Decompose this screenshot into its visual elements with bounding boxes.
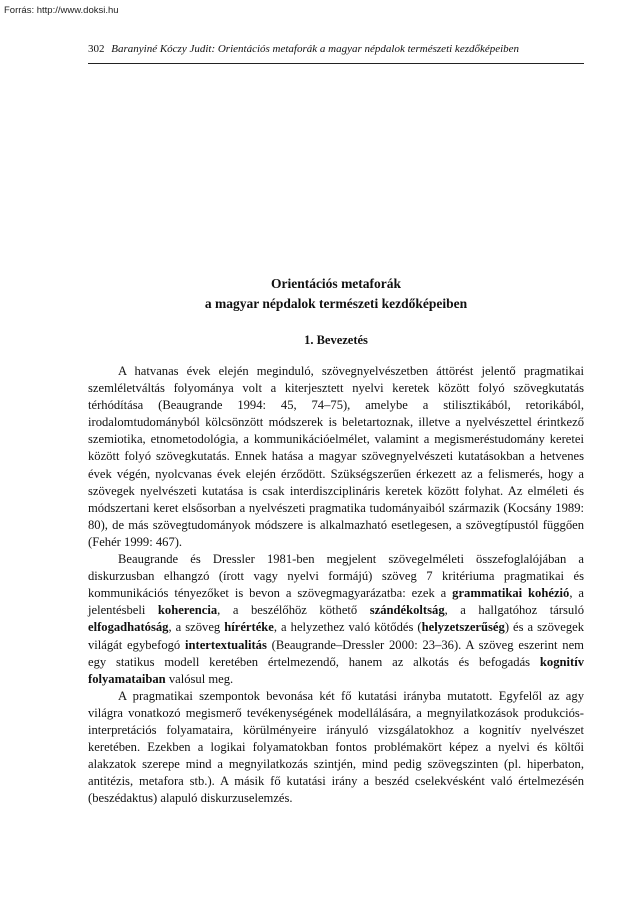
text-run: , a helyzethez való kötődés ( xyxy=(273,620,422,635)
term-intertextuality: intertextualitás xyxy=(185,637,267,652)
text-run: , a beszélőhöz köthető xyxy=(217,603,370,618)
text-run: , a szöveg xyxy=(168,620,225,635)
text-run: ) és a szövegek világát egybefogó xyxy=(88,620,585,652)
text-run: Beaugrande és Dressler 1981-ben megjelent szövegelméleti összefoglalójában a diskurzusban elhangzó (írott vagy nyelvi formájú) szöveg 7 kritériuma pragmatikai és kommunikációs tényezőket is bevon a szövegmagyarázatba: ezek a xyxy=(88,552,584,601)
text-run: valósul meg. xyxy=(165,671,234,686)
term-cognitive-processes: kognitív folyamataiban xyxy=(88,654,584,686)
header-rule xyxy=(88,63,584,64)
body-text xyxy=(88,363,584,807)
term-intentionality: szándékoltság xyxy=(369,603,445,618)
section-heading: 1. Bevezetés xyxy=(304,333,368,347)
paragraph-3: A pragmatikai szempontok bevonása két fő kutatási irányba mutatott. Egyfelől az agy világra vonatkozó megismerő tevékenységének modellálására, a megnyilatkozások produkciós-interpretációs folyamataira, körülményeire irányuló vizsgálatokhoz a kognitív nyelvészet keretében. Ezekben a logikai folyamatokban fontos problémakört képez a nyelvi és költői alakzatok szerepe mind a megnyilatkozás szintjén, mind pedig szövegszinten (pl. hiperbaton, antitézis, metafora stb.). A másik fő kutatási irány a beszéd cselekvésként való értelmezésén (beszédaktus) alapuló diskurzuselemzés. xyxy=(88,688,584,806)
paragraph-2 xyxy=(88,551,584,688)
page-number: 302 xyxy=(88,43,105,55)
text-run: , a hallgatóhoz társuló xyxy=(444,603,584,618)
running-head-text: Baranyiné Kóczy Judit: Orientációs metaforák a magyar népdalok természeti kezdőképeiben xyxy=(111,43,520,55)
term-acceptability: elfogadhatóság xyxy=(88,620,169,635)
title-line-1: Orientációs metaforák xyxy=(270,276,402,291)
running-head xyxy=(88,43,584,55)
text-run: , a jelentésbeli xyxy=(88,586,584,618)
term-situationality: helyzetszerűség xyxy=(421,620,505,635)
title-line-2: a magyar népdalok természeti kezdőképeiben xyxy=(204,296,468,311)
paragraph-1: A hatvanas évek elején meginduló, szövegnyelvészetben áttörést jelentő pragmatikai szemléletváltás folyománya volt a kiterjesztett nyelvi keretek között folyó szövegkutatás térhódítása (Beaugrande 1994: 45, 74–75), amelybe a stilisztikából, retorikából, irodalomtudományból kölcsönzött módszerek is beletartoznak, illetve a nyelvészettel érintkező szemiotika, etnometodológia, a kommunikációelmélet, valamint a megismeréstudomány keretei között folyó szövegkutatás. Ennek hatása a magyar szövegnyelvészeti kutatásokban a hetvenes évek végén, nyolcvanas évek elején érződött. Szükségszerűen érkezett az a felismerés, hogy a szövegek nyelvészeti kutatása is csak interdiszciplináris keretek között folyhat. Az elméleti és módszertani keret elsősorban a nyelvészeti pragmatika tudományaiból származik (Kocsány 1989: 80), de más szövegtudományok módszere is alkalmazható esetlegesen, a szövegtípustól függően (Fehér 1999: 467). xyxy=(88,364,584,549)
source-label: Forrás: http://www.doksi.hu xyxy=(4,5,119,16)
term-grammatical-cohesion: grammatikai kohézió xyxy=(452,586,570,601)
term-informativity: hírértéke xyxy=(224,620,274,635)
term-coherence: koherencia xyxy=(157,603,218,618)
article-title xyxy=(88,274,584,314)
text-run: (Beaugrande–Dressler 2000: 23–36). A szöveg eszerint nem egy statikus modell keretében értelmezendő, hanem az alkotás és befogadás xyxy=(88,637,584,669)
